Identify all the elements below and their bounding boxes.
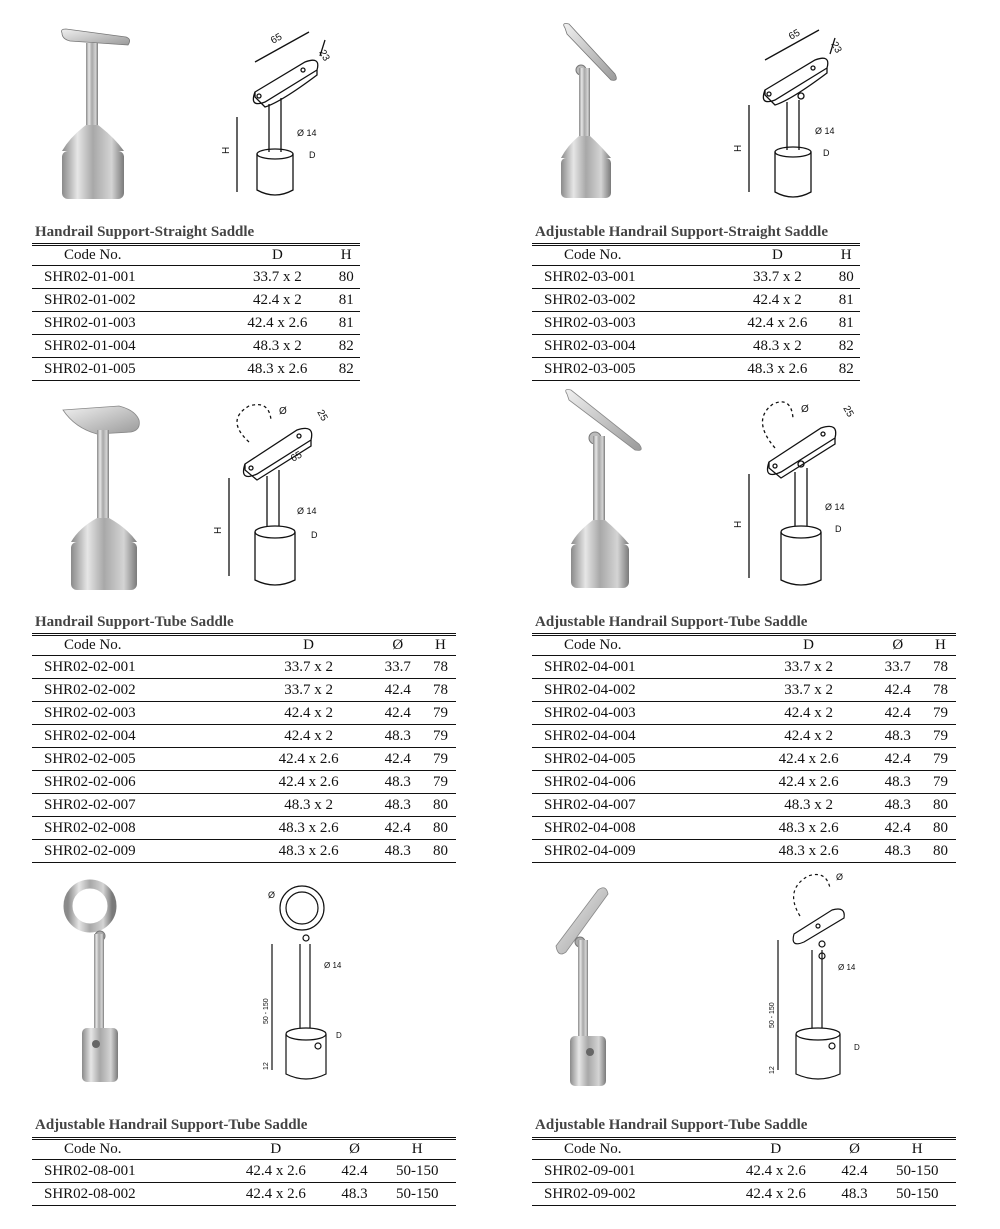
cell-dia: 42.4 [871, 748, 925, 771]
technical-drawing [735, 398, 865, 588]
table-row [532, 289, 860, 312]
cell-code: SHR02-04-007 [532, 794, 747, 817]
cell-code: SHR02-02-009 [32, 840, 247, 863]
dim-width-label: 25 [840, 404, 856, 420]
cell-h: 80 [832, 266, 860, 289]
cell-dia: 48.3 [371, 725, 425, 748]
dim-dia-label: Ø [268, 890, 276, 900]
table-row [32, 771, 456, 794]
cell-code: SHR02-03-005 [532, 358, 722, 381]
table-row [532, 817, 956, 840]
dim-d-label: D [854, 1043, 860, 1052]
col-header-d: D [221, 1139, 330, 1160]
cell-dia: 33.7 [371, 656, 425, 679]
cell-code: SHR02-08-002 [32, 1183, 221, 1206]
cell-h: 81 [832, 312, 860, 335]
cell-h: 80 [925, 817, 956, 840]
cell-h: 78 [425, 679, 456, 702]
col-header-h: H [378, 1139, 456, 1160]
technical-drawing [221, 22, 355, 202]
cell-dia: 48.3 [871, 771, 925, 794]
col-header-d: D [722, 245, 832, 266]
cell-h: 79 [425, 725, 456, 748]
cell-d: 42.4 x 2 [222, 289, 332, 312]
section-title: Handrail Support-Tube Saddle [35, 614, 234, 630]
cell-d: 42.4 x 2.6 [722, 312, 832, 335]
col-header-h: H [832, 245, 860, 266]
cell-h: 81 [332, 289, 360, 312]
dim-offset-label: 12 [263, 1062, 270, 1070]
cell-dia: 42.4 [331, 1160, 379, 1183]
cell-d: 42.4 x 2.6 [247, 748, 371, 771]
product-photo [552, 882, 642, 1092]
cell-h: 79 [925, 725, 956, 748]
cell-h: 80 [925, 840, 956, 863]
dim-width-label: 23 [828, 40, 844, 56]
cell-h: 50-150 [878, 1183, 956, 1206]
cell-d: 48.3 x 2 [247, 794, 371, 817]
cell-h: 80 [425, 840, 456, 863]
cell-d: 48.3 x 2.6 [247, 840, 371, 863]
dim-offset-label: 12 [769, 1066, 776, 1074]
cell-h: 79 [925, 748, 956, 771]
cell-d: 48.3 x 2 [747, 794, 871, 817]
cell-code: SHR02-03-003 [532, 312, 722, 335]
cell-d: 42.4 x 2.6 [721, 1160, 830, 1183]
technical-drawing [735, 20, 865, 200]
cell-d: 48.3 x 2.6 [747, 817, 871, 840]
col-header-dia: Ø [331, 1139, 379, 1160]
cell-dia: 42.4 [831, 1160, 879, 1183]
cell-dia: 42.4 [871, 679, 925, 702]
table-row [532, 266, 860, 289]
cell-d: 48.3 x 2.6 [722, 358, 832, 381]
cell-d: 33.7 x 2 [247, 656, 371, 679]
table-row [532, 679, 956, 702]
dim-rod-label: Ø 14 [297, 506, 317, 516]
spec-table [32, 243, 360, 381]
dim-d-label: D [311, 530, 318, 540]
dim-length-label: 65 [269, 31, 285, 47]
col-header-h: H [925, 635, 956, 656]
table-row [532, 1183, 956, 1206]
dim-width-label: 25 [314, 408, 330, 424]
col-header-h: H [878, 1139, 956, 1160]
spec-table [32, 633, 456, 863]
cell-dia: 42.4 [871, 817, 925, 840]
cell-d: 42.4 x 2.6 [247, 771, 371, 794]
spec-table [532, 243, 860, 381]
product-photo [55, 400, 155, 595]
product-photo [545, 22, 645, 202]
cell-dia: 48.3 [371, 840, 425, 863]
cell-dia: 48.3 [871, 725, 925, 748]
col-header-code: Code No. [532, 1139, 721, 1160]
cell-dia: 42.4 [871, 702, 925, 725]
dim-h-label: H [733, 520, 744, 528]
dim-h-label: H [213, 526, 224, 534]
dim-dia-label: Ø [836, 872, 844, 882]
cell-h: 78 [925, 656, 956, 679]
dim-d-label: D [835, 524, 842, 534]
spec-table [532, 633, 956, 863]
cell-d: 42.4 x 2 [747, 702, 871, 725]
dim-h-label: H [733, 144, 744, 152]
cell-h: 82 [332, 335, 360, 358]
product-photo [555, 388, 655, 593]
cell-dia: 48.3 [331, 1183, 379, 1206]
cell-h: 78 [925, 679, 956, 702]
dim-range-label: 50 - 150 [769, 1002, 776, 1028]
table-row [32, 289, 360, 312]
dim-width-label: 23 [316, 48, 332, 64]
cell-code: SHR02-01-001 [32, 266, 222, 289]
cell-dia: 42.4 [371, 817, 425, 840]
cell-dia: 48.3 [871, 794, 925, 817]
col-header-dia: Ø [831, 1139, 879, 1160]
table-row [532, 1160, 956, 1183]
table-row [532, 840, 956, 863]
cell-code: SHR02-02-008 [32, 817, 247, 840]
cell-d: 48.3 x 2.6 [247, 817, 371, 840]
cell-d: 42.4 x 2.6 [221, 1160, 330, 1183]
table-row [32, 679, 456, 702]
cell-d: 48.3 x 2 [222, 335, 332, 358]
cell-code: SHR02-03-001 [532, 266, 722, 289]
table-row [532, 312, 860, 335]
table-row [32, 794, 456, 817]
cell-h: 82 [332, 358, 360, 381]
cell-code: SHR02-09-001 [532, 1160, 721, 1183]
col-header-d: D [247, 635, 371, 656]
cell-d: 48.3 x 2.6 [222, 358, 332, 381]
col-header-code: Code No. [532, 245, 722, 266]
table-row [532, 358, 860, 381]
cell-d: 33.7 x 2 [222, 266, 332, 289]
dim-d-label: D [309, 150, 316, 160]
dim-rod-label: Ø 14 [838, 963, 856, 972]
col-header-h: H [425, 635, 456, 656]
cell-h: 79 [925, 771, 956, 794]
cell-h: 79 [425, 702, 456, 725]
col-header-code: Code No. [532, 635, 747, 656]
section-title: Adjustable Handrail Support-Tube Saddle [535, 1117, 808, 1133]
cell-code: SHR02-04-004 [532, 725, 747, 748]
col-header-code: Code No. [32, 1139, 221, 1160]
technical-drawing [258, 878, 368, 1083]
cell-code: SHR02-02-006 [32, 771, 247, 794]
spec-table [32, 1137, 456, 1206]
cell-code: SHR02-04-009 [532, 840, 747, 863]
cell-dia: 48.3 [371, 771, 425, 794]
cell-d: 42.4 x 2.6 [221, 1183, 330, 1206]
cell-h: 79 [925, 702, 956, 725]
cell-d: 33.7 x 2 [247, 679, 371, 702]
product-photo [40, 25, 140, 205]
cell-d: 48.3 x 2 [722, 335, 832, 358]
cell-dia: 48.3 [831, 1183, 879, 1206]
cell-dia: 42.4 [371, 679, 425, 702]
cell-h: 80 [332, 266, 360, 289]
cell-code: SHR02-01-002 [32, 289, 222, 312]
cell-d: 42.4 x 2 [247, 702, 371, 725]
table-row [532, 656, 956, 679]
table-row [32, 1160, 456, 1183]
col-header-d: D [747, 635, 871, 656]
dim-rod-label: Ø 14 [815, 126, 835, 136]
table-row [532, 748, 956, 771]
cell-code: SHR02-02-005 [32, 748, 247, 771]
cell-h: 80 [925, 794, 956, 817]
cell-code: SHR02-01-003 [32, 312, 222, 335]
cell-code: SHR02-02-007 [32, 794, 247, 817]
cell-code: SHR02-01-005 [32, 358, 222, 381]
dim-rod-label: Ø 14 [297, 128, 317, 138]
table-row [532, 725, 956, 748]
cell-code: SHR02-09-002 [532, 1183, 721, 1206]
product-photo [60, 878, 140, 1088]
cell-d: 42.4 x 2.6 [222, 312, 332, 335]
col-header-d: D [721, 1139, 830, 1160]
table-row [32, 817, 456, 840]
spec-table [532, 1137, 956, 1206]
cell-d: 42.4 x 2.6 [747, 771, 871, 794]
cell-code: SHR02-08-001 [32, 1160, 221, 1183]
cell-code: SHR02-04-006 [532, 771, 747, 794]
dim-d-label: D [336, 1031, 342, 1040]
cell-code: SHR02-04-005 [532, 748, 747, 771]
cell-d: 42.4 x 2.6 [721, 1183, 830, 1206]
dim-length-label: 65 [289, 449, 305, 465]
table-row [32, 1183, 456, 1206]
section-title: Adjustable Handrail Support-Straight Saddle [535, 224, 828, 240]
table-row [32, 748, 456, 771]
table-row [532, 794, 956, 817]
cell-h: 50-150 [878, 1160, 956, 1183]
cell-d: 42.4 x 2 [747, 725, 871, 748]
col-header-h: H [332, 245, 360, 266]
cell-h: 82 [832, 358, 860, 381]
cell-code: SHR02-02-003 [32, 702, 247, 725]
technical-drawing [760, 870, 880, 1085]
cell-dia: 48.3 [871, 840, 925, 863]
dim-range-label: 50 - 150 [263, 998, 270, 1024]
section-title: Handrail Support-Straight Saddle [35, 224, 255, 240]
cell-h: 81 [832, 289, 860, 312]
table-row [32, 725, 456, 748]
cell-d: 42.4 x 2.6 [747, 748, 871, 771]
dim-h-label: H [221, 146, 232, 154]
dim-dia-label: Ø [801, 404, 809, 415]
cell-code: SHR02-04-002 [532, 679, 747, 702]
col-header-code: Code No. [32, 245, 222, 266]
cell-h: 78 [425, 656, 456, 679]
cell-code: SHR02-01-004 [32, 335, 222, 358]
cell-dia: 48.3 [371, 794, 425, 817]
table-row [32, 266, 360, 289]
cell-code: SHR02-04-008 [532, 817, 747, 840]
cell-code: SHR02-02-001 [32, 656, 247, 679]
cell-h: 50-150 [378, 1183, 456, 1206]
table-row [32, 656, 456, 679]
cell-d: 42.4 x 2 [247, 725, 371, 748]
table-row [532, 771, 956, 794]
cell-dia: 42.4 [371, 702, 425, 725]
table-row [532, 702, 956, 725]
col-header-dia: Ø [871, 635, 925, 656]
dim-d-label: D [823, 148, 830, 158]
cell-d: 42.4 x 2 [722, 289, 832, 312]
cell-d: 33.7 x 2 [747, 679, 871, 702]
table-row [32, 335, 360, 358]
cell-code: SHR02-02-002 [32, 679, 247, 702]
cell-code: SHR02-02-004 [32, 725, 247, 748]
col-header-code: Code No. [32, 635, 247, 656]
cell-code: SHR02-04-003 [532, 702, 747, 725]
cell-d: 33.7 x 2 [722, 266, 832, 289]
section-title: Adjustable Handrail Support-Tube Saddle [35, 1117, 308, 1133]
cell-dia: 42.4 [371, 748, 425, 771]
cell-dia: 33.7 [871, 656, 925, 679]
dim-dia-label: Ø [279, 406, 287, 417]
dim-rod-label: Ø 14 [324, 961, 342, 970]
technical-drawing [215, 400, 345, 585]
cell-h: 79 [425, 748, 456, 771]
table-row [32, 358, 360, 381]
table-row [32, 840, 456, 863]
col-header-dia: Ø [371, 635, 425, 656]
cell-h: 50-150 [378, 1160, 456, 1183]
section-title: Adjustable Handrail Support-Tube Saddle [535, 614, 808, 630]
dim-length-label: 65 [787, 27, 803, 43]
table-row [32, 702, 456, 725]
cell-h: 80 [425, 817, 456, 840]
cell-d: 48.3 x 2.6 [747, 840, 871, 863]
cell-h: 80 [425, 794, 456, 817]
cell-code: SHR02-04-001 [532, 656, 747, 679]
cell-d: 33.7 x 2 [747, 656, 871, 679]
col-header-d: D [222, 245, 332, 266]
cell-h: 79 [425, 771, 456, 794]
dim-rod-label: Ø 14 [825, 502, 845, 512]
cell-h: 82 [832, 335, 860, 358]
table-row [32, 312, 360, 335]
table-row [532, 335, 860, 358]
cell-code: SHR02-03-004 [532, 335, 722, 358]
cell-code: SHR02-03-002 [532, 289, 722, 312]
cell-h: 81 [332, 312, 360, 335]
